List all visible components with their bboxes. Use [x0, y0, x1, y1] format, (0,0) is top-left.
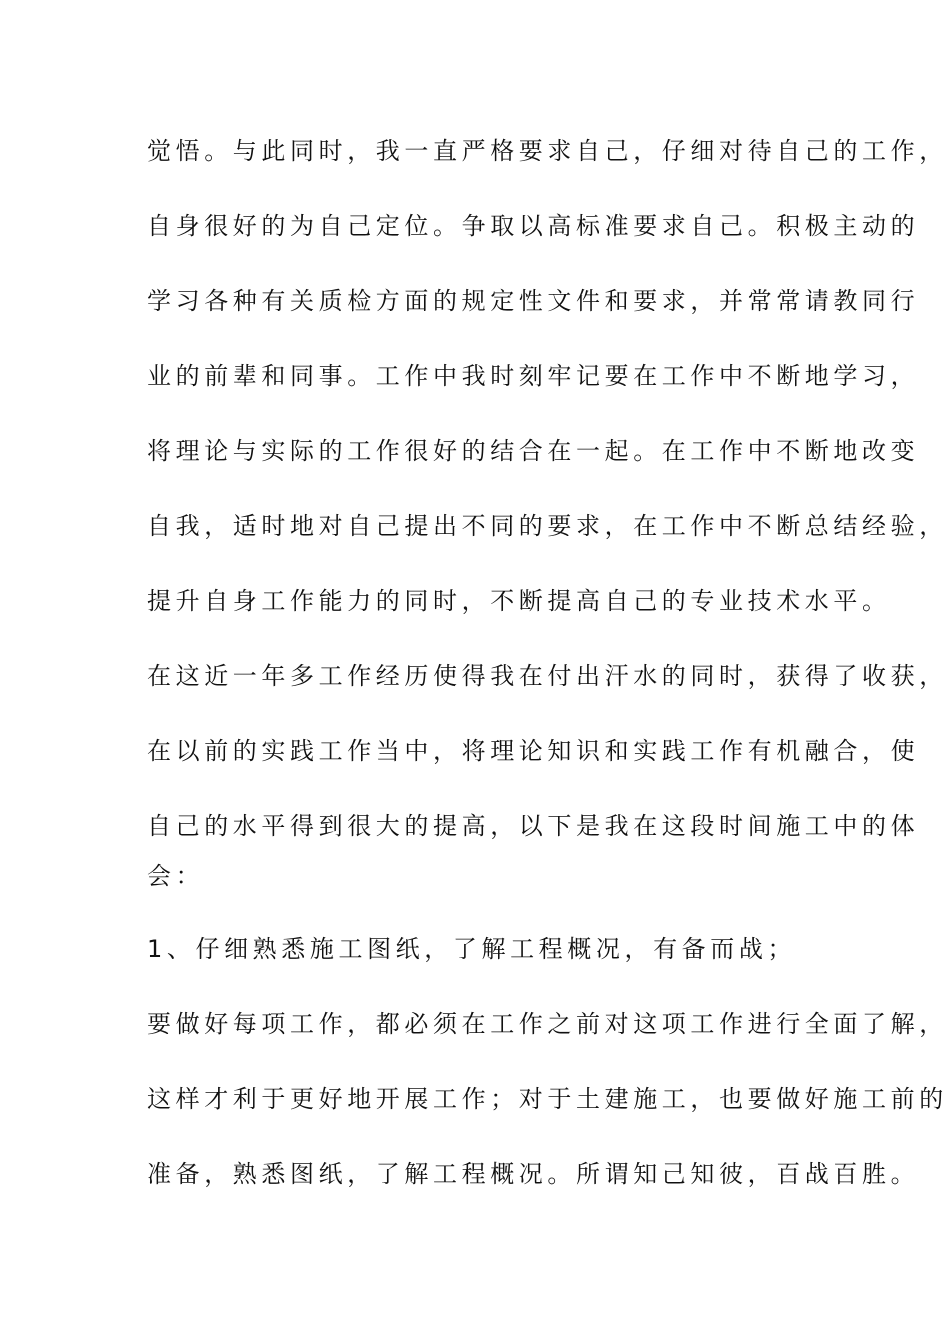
paragraph-line: 提升自身工作能力的同时，不断提高自己的专业技术水平。	[147, 587, 891, 615]
paragraph-line: 准备，熟悉图纸，了解工程概况。所谓知己知彼，百战百胜。	[147, 1160, 920, 1188]
paragraph-line: 会：	[147, 862, 205, 890]
paragraph-line: 自我，适时地对自己提出不同的要求，在工作中不断总结经验，	[147, 512, 948, 540]
paragraph-line: 业的前辈和同事。工作中我时刻牢记要在工作中不断地学习，	[147, 362, 920, 390]
paragraph-line: 将理论与实际的工作很好的结合在一起。在工作中不断地改变	[147, 437, 920, 465]
paragraph-line: 自身很好的为自己定位。争取以高标准要求自己。积极主动的	[147, 212, 920, 240]
paragraph-line: 这样才利于更好地开展工作；对于土建施工，也要做好施工前的	[147, 1085, 948, 1113]
paragraph-line: 要做好每项工作，都必须在工作之前对这项工作进行全面了解，	[147, 1010, 948, 1038]
paragraph-line: 自己的水平得到很大的提高，以下是我在这段时间施工中的体	[147, 812, 920, 840]
list-item-heading: 1、仔细熟悉施工图纸，了解工程概况，有备而战；	[147, 935, 797, 963]
paragraph-line: 觉悟。与此同时，我一直严格要求自己，仔细对待自己的工作，	[147, 137, 948, 165]
paragraph-line: 学习各种有关质检方面的规定性文件和要求，并常常请教同行	[147, 287, 920, 315]
paragraph-line: 在这近一年多工作经历使得我在付出汗水的同时，获得了收获，	[147, 662, 948, 690]
paragraph-line: 在以前的实践工作当中，将理论知识和实践工作有机融合，使	[147, 737, 920, 765]
